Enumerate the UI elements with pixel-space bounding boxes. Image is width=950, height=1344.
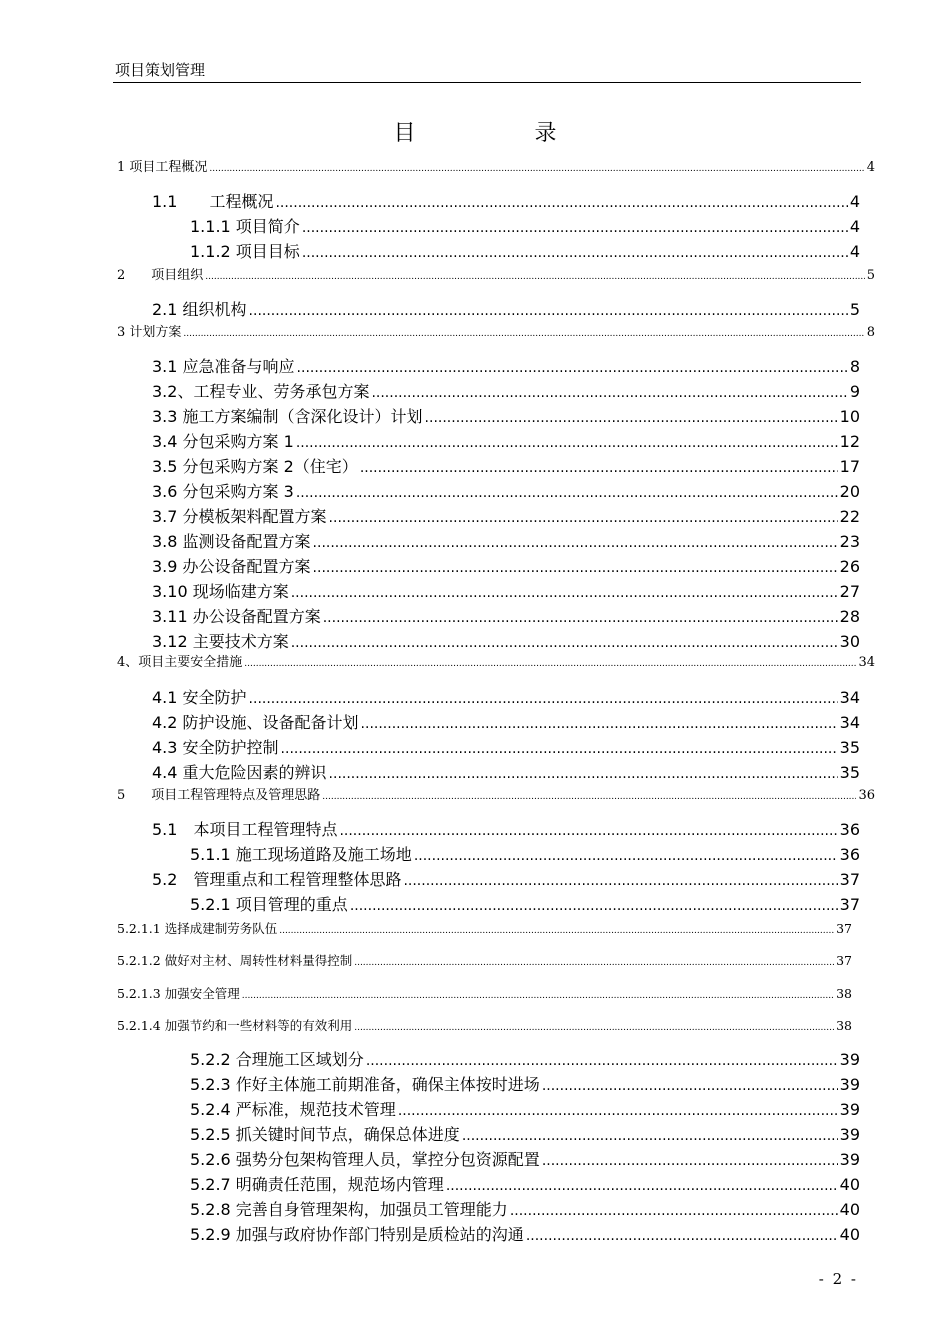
toc-leader-dots (249, 687, 838, 711)
toc-entry-page: 4 (849, 242, 860, 261)
toc-entry-page: 37 (836, 953, 852, 968)
toc-leader-dots (462, 1124, 838, 1148)
toc-entry[interactable] (152, 405, 860, 429)
toc-entry-page: 37 (839, 895, 860, 914)
toc-entry[interactable] (117, 159, 875, 177)
toc-entry[interactable] (190, 893, 860, 917)
toc-entry[interactable] (152, 505, 860, 529)
toc-entry-label: 5.2.8 完善自身管理架构，加强员工管理能力 (190, 1200, 508, 1219)
toc-leader-dots (354, 954, 834, 972)
header-title: 项目策划管理 (115, 61, 206, 79)
toc-leader-dots (371, 381, 847, 405)
toc-leader-dots (542, 1149, 838, 1173)
toc-leader-dots (322, 788, 856, 806)
toc-entry-label: 5.2.1.2 做好对主材、周转性材料量得控制 (117, 953, 353, 968)
toc-title: 目 录 (393, 121, 613, 146)
toc-leader-dots (205, 268, 864, 286)
toc-leader-dots (302, 241, 848, 265)
toc-entry-page: 40 (839, 1225, 860, 1244)
toc-entry[interactable] (190, 1198, 860, 1222)
toc-entry-label: 5 项目工程管理特点及管理思路 (117, 788, 321, 803)
toc-leader-dots (361, 712, 838, 736)
toc-entry-page: 36 (839, 845, 860, 864)
toc-entry-label: 3.11 办公设备配置方案 (152, 607, 321, 626)
toc-entry-page: 4 (849, 217, 860, 236)
toc-leader-dots (446, 1174, 838, 1198)
toc-entry-label: 5.2.9 加强与政府协作部门特别是质检站的沟通 (190, 1225, 524, 1244)
toc-entry[interactable] (152, 430, 860, 454)
toc-entry-page: 39 (839, 1125, 860, 1144)
toc-entry-page: 12 (839, 432, 860, 451)
toc-entry-label: 3.1 应急准备与响应 (152, 357, 295, 376)
toc-leader-dots (297, 356, 848, 380)
toc-entry-label: 3.7 分模板架料配置方案 (152, 507, 327, 526)
toc-entry-page: 39 (839, 1050, 860, 1069)
toc-entry-label: 3.9 办公设备配置方案 (152, 557, 311, 576)
toc-entry[interactable] (190, 1223, 860, 1247)
toc-entry-label: 1 项目工程概况 (117, 160, 208, 175)
toc-leader-dots (313, 531, 838, 555)
toc-entry-label: 4.1 安全防护 (152, 688, 247, 707)
toc-leader-dots (403, 869, 837, 893)
toc-entry-label: 5.2.6 强势分包架构管理人员，掌控分包资源配置 (190, 1150, 540, 1169)
toc-leader-dots (313, 556, 838, 580)
toc-entry[interactable] (190, 1098, 860, 1122)
toc-leader-dots (302, 216, 848, 240)
toc-entry[interactable] (190, 1148, 860, 1172)
toc-entry-label: 5.2.1.4 加强节约和一些材料等的有效利用 (117, 1018, 353, 1033)
toc-entry-page: 8 (849, 357, 860, 376)
toc-leader-dots (339, 819, 837, 843)
toc-entry-label: 5.2.7 明确责任范围，规范场内管理 (190, 1175, 444, 1194)
toc-entry-label: 5.1 本项目工程管理特点 (152, 820, 338, 839)
toc-entry-page: 40 (839, 1175, 860, 1194)
toc-entry-label: 3.5 分包采购方案 2（住宅） (152, 457, 358, 476)
toc-entry[interactable] (152, 818, 860, 842)
toc-entry[interactable] (152, 355, 860, 379)
toc-entry-page: 5 (866, 268, 875, 283)
toc-entry[interactable] (117, 324, 875, 342)
toc-leader-dots (244, 655, 856, 673)
toc-entry-page: 39 (839, 1075, 860, 1094)
toc-entry[interactable] (190, 1073, 860, 1097)
toc-entry[interactable] (152, 630, 860, 654)
toc-entry-page: 17 (839, 457, 860, 476)
toc-leader-dots (183, 325, 864, 343)
toc-entry-label: 4.3 安全防护控制 (152, 738, 279, 757)
toc-leader-dots (354, 1019, 834, 1037)
toc-leader-dots (425, 406, 838, 430)
toc-entry-label: 4、项目主要安全措施 (117, 655, 243, 670)
toc-entry-label: 1.1.1 项目简介 (190, 217, 300, 236)
toc-leader-dots (242, 987, 834, 1005)
toc-entry[interactable] (152, 686, 860, 710)
toc-entry[interactable] (117, 985, 852, 1003)
toc-entry-page: 28 (839, 607, 860, 626)
toc-entry[interactable] (117, 267, 875, 285)
toc-entry-page: 38 (836, 986, 852, 1001)
toc-entry[interactable] (152, 298, 860, 322)
toc-leader-dots (279, 922, 834, 940)
toc-entry[interactable] (190, 215, 860, 239)
toc-entry-page: 40 (839, 1200, 860, 1219)
toc-entry-label: 5.2.5 抓关键时间节点，确保总体进度 (190, 1125, 460, 1144)
toc-entry-label: 1.1 工程概况 (152, 192, 274, 211)
toc-entry-page: 10 (839, 407, 860, 426)
toc-entry-page: 34 (858, 655, 875, 670)
toc-leader-dots (296, 481, 838, 505)
toc-entry[interactable] (190, 843, 860, 867)
toc-leader-dots (510, 1199, 838, 1223)
toc-entry[interactable] (190, 1123, 860, 1147)
toc-entry-label: 5.2.3 作好主体施工前期准备，确保主体按时进场 (190, 1075, 540, 1094)
toc-leader-dots (209, 160, 864, 178)
toc-leader-dots (291, 631, 838, 655)
toc-entry-label: 5.2.1 项目管理的重点 (190, 895, 348, 914)
toc-entry-label: 3 计划方案 (117, 325, 182, 340)
toc-entry-page: 36 (858, 788, 875, 803)
toc-entry-page: 30 (839, 632, 860, 651)
toc-entry-label: 5.2.2 合理施工区域划分 (190, 1050, 364, 1069)
toc-entry-label: 5.1.1 施工现场道路及施工场地 (190, 845, 412, 864)
toc-entry-label: 3.6 分包采购方案 3 (152, 482, 294, 501)
toc-entry-label: 3.2、工程专业、劳务承包方案 (152, 382, 370, 401)
toc-leader-dots (249, 299, 848, 323)
toc-entry-page: 37 (839, 870, 860, 889)
toc-entry-page: 36 (839, 820, 860, 839)
toc-leader-dots (296, 431, 838, 455)
toc-leader-dots (291, 581, 838, 605)
toc-leader-dots (366, 1049, 838, 1073)
toc-entry-page: 38 (836, 1018, 852, 1033)
toc-leader-dots (329, 762, 838, 786)
toc-entry-page: 34 (839, 688, 860, 707)
toc-leader-dots (275, 191, 847, 215)
toc-entry-label: 3.3 施工方案编制（含深化设计）计划 (152, 407, 423, 426)
toc-entry-label: 3.10 现场临建方案 (152, 582, 289, 601)
toc-entry-page: 26 (839, 557, 860, 576)
toc-leader-dots (414, 844, 838, 868)
toc-entry[interactable] (152, 190, 860, 214)
toc-leader-dots (398, 1099, 838, 1123)
toc-entry-page: 35 (839, 763, 860, 782)
toc-entry-label: 5.2 管理重点和工程管理整体思路 (152, 870, 402, 889)
toc-entry[interactable] (152, 380, 860, 404)
toc-entry-page: 23 (839, 532, 860, 551)
toc-entry[interactable] (152, 868, 860, 892)
toc-entry[interactable] (152, 530, 860, 554)
toc-entry-label: 5.2.1.3 加强安全管理 (117, 986, 240, 1001)
toc-entry-label: 5.2.1.1 选择成建制劳务队伍 (117, 921, 278, 936)
toc-entry-page: 9 (849, 382, 860, 401)
toc-entry-page: 39 (839, 1150, 860, 1169)
toc-entry-page: 35 (839, 738, 860, 757)
toc-entry-page: 22 (839, 507, 860, 526)
toc-entry-label: 2 项目组织 (117, 268, 204, 283)
toc-entry[interactable] (190, 1048, 860, 1072)
toc-entry[interactable] (190, 240, 860, 264)
toc-leader-dots (323, 606, 838, 630)
toc-entry-page: 4 (866, 160, 875, 175)
toc-entry-page: 5 (849, 300, 860, 319)
toc-entry[interactable] (152, 605, 860, 629)
toc-leader-dots (350, 894, 838, 918)
toc-entry[interactable] (152, 711, 860, 735)
toc-entry-page: 39 (839, 1100, 860, 1119)
toc-entry-label: 3.4 分包采购方案 1 (152, 432, 294, 451)
toc-entry[interactable] (152, 761, 860, 785)
toc-entry[interactable] (152, 736, 860, 760)
toc-entry[interactable] (152, 455, 860, 479)
toc-entry[interactable] (117, 654, 875, 672)
toc-entry-page: 27 (839, 582, 860, 601)
toc-leader-dots (281, 737, 838, 761)
toc-entry-label: 2.1 组织机构 (152, 300, 247, 319)
toc-entry[interactable] (152, 480, 860, 504)
toc-entry-label: 3.8 监测设备配置方案 (152, 532, 311, 551)
toc-entry[interactable] (190, 1173, 860, 1197)
toc-entry[interactable] (152, 580, 860, 604)
toc-entry[interactable] (117, 1017, 852, 1035)
toc-entry[interactable] (117, 787, 875, 805)
toc-entry-label: 1.1.2 项目目标 (190, 242, 300, 261)
toc-entry-label: 3.12 主要技术方案 (152, 632, 289, 651)
toc-entry-page: 20 (839, 482, 860, 501)
toc-leader-dots (526, 1224, 838, 1248)
toc-entry[interactable] (117, 920, 852, 938)
toc-entry-label: 4.2 防护设施、设备配备计划 (152, 713, 359, 732)
toc-entry-page: 4 (849, 192, 860, 211)
toc-entry-label: 5.2.4 严标准，规范技术管理 (190, 1100, 396, 1119)
toc-entry[interactable] (152, 555, 860, 579)
toc-leader-dots (329, 506, 838, 530)
toc-entry[interactable] (117, 952, 852, 970)
toc-leader-dots (542, 1074, 838, 1098)
toc-leader-dots (360, 456, 838, 480)
toc-entry-page: 34 (839, 713, 860, 732)
toc-entry-page: 8 (866, 325, 875, 340)
toc-entry-label: 4.4 重大危险因素的辨识 (152, 763, 327, 782)
page-number: - 2 - (818, 1270, 858, 1288)
toc-entry-page: 37 (836, 921, 852, 936)
